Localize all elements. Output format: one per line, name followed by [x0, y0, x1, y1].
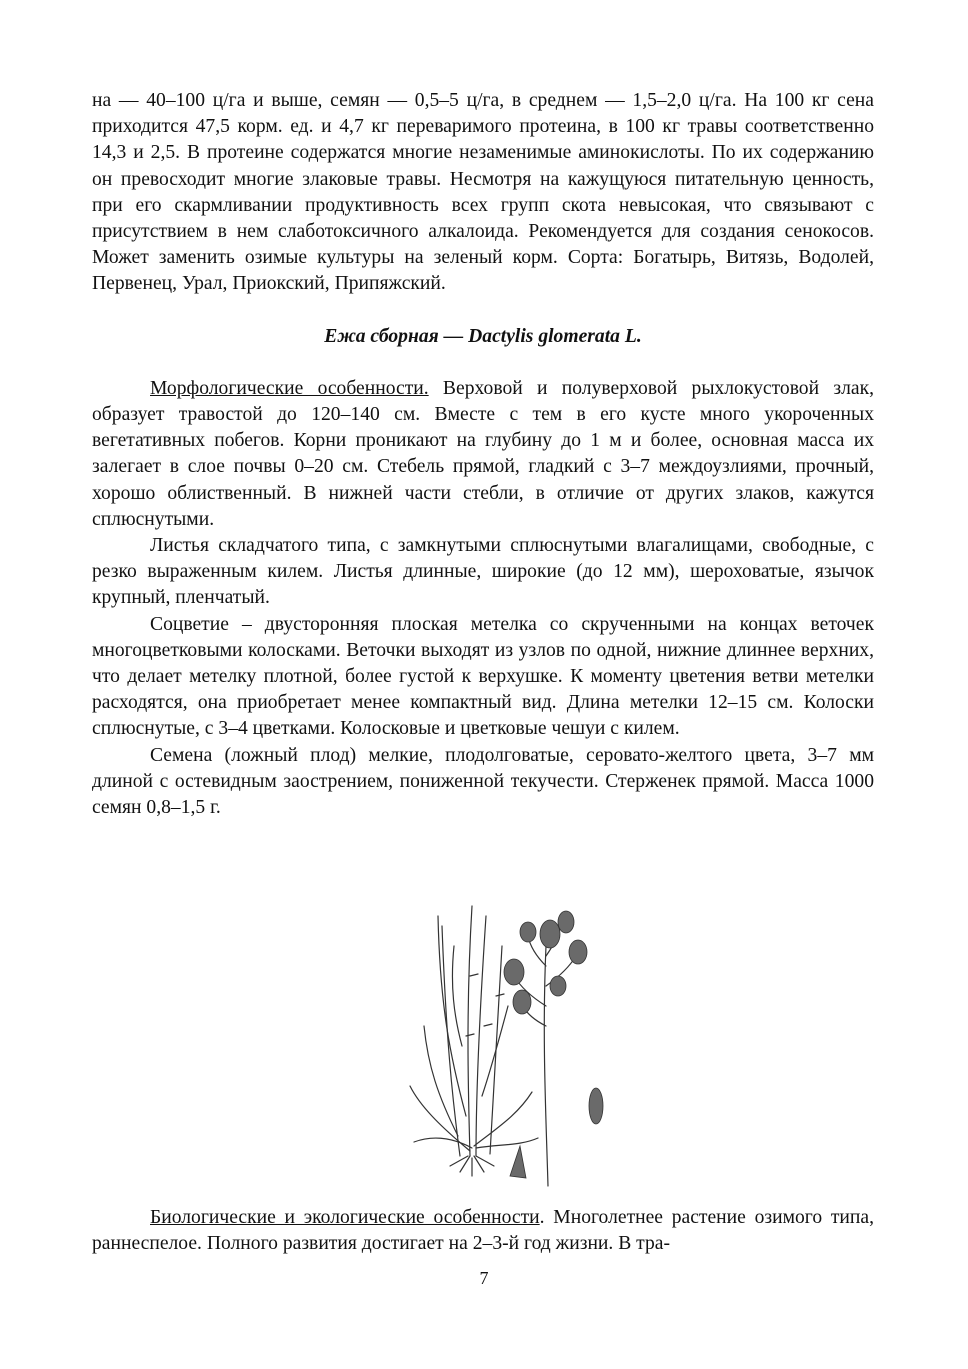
- page-number: 7: [479, 1268, 489, 1288]
- page-body: [92, 88, 874, 821]
- biology-label: Биологические и экологические особенности: [150, 1207, 540, 1228]
- bottom-text: [92, 1205, 874, 1257]
- intro-paragraph: на — 40–100 ц/га и выше, семян — 0,5–5 ц/га, в среднем — 1,5–2,0 ц/га. На 100 кг сена приходится 47,5 корм. ед. и 4,7 кг переваримого протеина, в 100 кг травы соответственно 14,3 и 2,5. В протеине содержатся многие незаменимые аминокислоты. По их содержанию он превосходит многие злаковые травы. Несмотря на кажущуюся питательную ценность, при его скармливании продуктивность всех групп скота невысокая, что связывают с присутствием в нем слаботоксичного алкалоида. Рекомендуется для создания сенокосов. Может заменить озимые культуры на зеленый корм. Сорта: Богатырь, Витязь, Водолей, Первенец, Урал, Приокский, Припяжский.: [92, 90, 874, 295]
- section-heading: Ежа сборная — Dactylis glomerata L.: [324, 325, 642, 347]
- biology-paragraph: [92, 1205, 874, 1257]
- dactylis-drawing: [400, 886, 620, 1196]
- plant-illustration: [400, 886, 620, 1196]
- leaves-paragraph: Листья складчатого типа, с замкнутыми сплюснутыми влагалищами, свободные, с резко выраженным килем. Листья длинные, широкие (до 12 мм), шероховатые, язычок крупный, пленчатый.: [92, 535, 874, 609]
- morphology-paragraph: [92, 376, 874, 533]
- seeds-paragraph: Семена (ложный плод) мелкие, плодолговатые, серовато-желтого цвета, 3–7 мм длиной с остевидным заострением, пониженной текучести. Стерженек прямой. Масса 1000 семян 0,8–1,5 г.: [92, 744, 874, 819]
- inflorescence-paragraph: Соцветие – двусторонняя плоская метелка со скрученными на концах веточек многоцветковыми колосками. Веточки выходят из узлов по одной, нижние длиннее верхних, что делает метелку плотной, более густой к верхушке. К моменту цветения ветви метелки расходятся, она приобретает менее компактный вид. Длина метелки 12–15 см. Колоски сплюснутые, с 3–4 цветками. Колосковые и цветковые чешуи с килем.: [92, 613, 874, 740]
- morphology-text: Верховой и полуверховой рыхлокустовой злак, образует травостой до 120–140 см. Вместе с тем в его кусте много укороченных вегетативных побегов. Корни проникают на глубину до 1 м и более, основная масса их залегает в слое почвы 0–20 см. Стебель прямой, гладкий с 3–7 междоузлиями, прочный, хорошо облиственный. В нижней части стебли, в отличие от других злаков, кажутся сплюснутыми.: [92, 377, 874, 530]
- morphology-label: Морфологические особенности.: [150, 377, 429, 399]
- biology-text: . Многолетнее растение озимого типа, раннеспелое. Полного развития достигает на 2–3-й год жизни. В тра-: [92, 1207, 874, 1255]
